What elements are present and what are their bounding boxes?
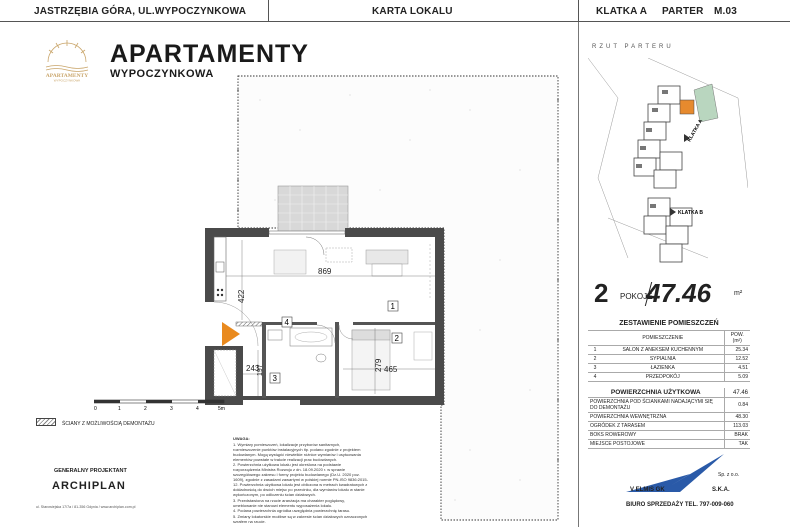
header-divider	[578, 0, 579, 22]
scale-bar	[94, 398, 234, 412]
dim-279: 279	[374, 358, 383, 372]
rooms-table	[588, 330, 750, 382]
notes-title: UWAGA:	[233, 436, 250, 441]
designer-label: GENERALNY PROJEKTANT	[54, 468, 127, 474]
header-location: JASTRZĘBIA GÓRA, UL.WYPOCZYNKOWA	[34, 6, 247, 17]
legend-hatch-swatch	[36, 418, 56, 426]
svg-text:2: 2	[144, 406, 147, 412]
svg-text:5m: 5m	[218, 406, 225, 412]
table-header-cell: POW. (m²)	[724, 331, 750, 346]
terrace	[278, 186, 348, 232]
sales-office-phone: BIURO SPRZEDAŻY TEL. 797-009-060	[626, 502, 734, 508]
rooms-count: 2	[594, 278, 609, 308]
table-row	[588, 388, 750, 398]
note-item: 4. Podana powierzchnia ogródka uwzględnia powierzchnię tarasu.	[233, 508, 351, 513]
demountable-wall	[236, 322, 262, 326]
washbasin	[268, 330, 282, 340]
sofa	[366, 250, 408, 264]
room-1-tag: 1	[390, 302, 395, 311]
logo-text-2: WYPOCZYNKOWA	[53, 78, 81, 82]
logo-text-1: APARTAMENTY	[45, 73, 89, 79]
investor-ska: S.K.A.	[712, 487, 730, 493]
site-plan-title: RZUT PARTERU	[592, 44, 674, 50]
site-plan	[588, 58, 748, 268]
usable-area-table	[588, 388, 750, 449]
investor-name: V ELMIS GK	[630, 487, 665, 493]
header-card-title: KARTA LOKALU	[372, 6, 453, 17]
brand-subtitle: WYPOCZYNKOWA	[110, 68, 214, 80]
table-row: POWIERZCHNIA WEWNĘTRZNA 48.30	[590, 414, 748, 420]
notes-block	[233, 436, 368, 524]
site-label-b: KLATKA B	[678, 210, 703, 216]
dim-869: 869	[318, 267, 332, 276]
svg-text:1: 1	[118, 406, 121, 412]
table-row: MIEJSCE POSTOJOWE TAK	[590, 441, 748, 447]
table-row: 4 PRZEDPOKÓJ 5.09	[588, 373, 750, 382]
designer-address: ul. Starowiejska 17/7a / 81-356 Gdynia / www.archiplan.com.pl	[36, 505, 136, 509]
investor-sp: Sp. z o.o.	[718, 472, 740, 478]
table-header-cell	[588, 331, 602, 346]
note-item: 3. Przedstawiona na rzucie aranżacja ma charakter poglądowy, umeblowanie nie stanowi elementu wyposażenia lokalu.	[233, 497, 345, 508]
svg-text:4: 4	[196, 406, 199, 412]
site-unit-highlight	[680, 100, 694, 114]
table-header-row	[588, 331, 750, 346]
table-row: OGRÓDEK Z TARASEM 113.03	[590, 423, 748, 429]
table-row: BOKS ROWEROWY BRAK	[590, 432, 748, 438]
designer-logo: ARCHIPLAN	[52, 480, 126, 492]
note-item: 2. Powierzchnia użytkowa lokalu jest określona na podstawie rozporządzenia Ministra Rozwoju z dn. 18.09.2020 r. w sprawie szczegółowego zakresu i formy projektu budowlanego (Dz.U. 2020 poz. 1609), zgodnie z zasadami zawartymi w polskiej normie PN-ISO 9836:2015-12. Powierzchnia użytkowa lokalu jest obliczona w metrach kwadratowych z dokładnością do dwóch miejsc po przecinku, dla wymiarów lokalu w stanie wykończonym, po odliczeniu ścian działowych.	[233, 462, 368, 497]
dim-197: 197	[257, 364, 264, 376]
room-2-tag: 2	[394, 334, 399, 343]
svg-text:3: 3	[170, 406, 173, 412]
room-3-tag: 3	[272, 374, 277, 383]
table-row: 1 SALON Z ANEKSEM KUCHENNYM 25.34	[588, 346, 750, 355]
area-value: 47.46	[646, 278, 712, 308]
usable-area-total: 47.46	[724, 388, 750, 398]
table-header-cell: POMIESZCZENIE	[602, 331, 724, 346]
bathtub	[290, 328, 332, 346]
note-item: 5. Zmiany lokatorskie możliwe są w zakresie ścian działowych oznaczonych szrafem na rzucie.	[233, 513, 368, 524]
usable-area-title: POWIERZCHNIA UŻYTKOWA	[588, 388, 724, 398]
dim-422: 422	[237, 289, 246, 303]
panel-divider	[578, 22, 579, 527]
site-label-a: KLATKA A	[686, 118, 705, 143]
header-floor: PARTER	[662, 6, 704, 17]
header-stair: KLATKA A	[596, 6, 648, 17]
dining-table	[274, 250, 306, 274]
rooms-word: POKOJE	[620, 292, 653, 301]
wc	[316, 354, 326, 362]
room-4-tag: 4	[284, 318, 289, 327]
table-row: POWIERZCHNIA POD ŚCIANKAMI NADAJĄCYMI SIĘ DO DEMONTAŻU 0.84	[590, 399, 748, 411]
brand-title: APARTAMENTY	[110, 40, 309, 68]
legend-text: ŚCIANY Z MOŻLIWOŚCIĄ DEMONTAŻU	[62, 421, 155, 427]
svg-text:0: 0	[94, 406, 97, 412]
dim-243: 243	[246, 364, 260, 373]
header-unit: M.03	[714, 6, 738, 17]
area-unit: m²	[734, 290, 743, 297]
note-item: 1. Wymiary pomieszczeń, lokalizacje przyborów sanitarnych, rozmieszczenie punktów instalacyjnych itp. podano zgodnie z projektem budowlanym. Mogą wystąpić niewielkie różnice wymiarów i usytuowania elementów powstałe w trakcie realizacji prac budowlanych.	[233, 441, 361, 462]
site-garden	[694, 84, 718, 122]
rooms-table-title: ZESTAWIENIE POMIESZCZEŃ	[619, 320, 719, 327]
dim-465: 465	[384, 365, 398, 374]
table-row: 2 SYPIALNIA 12.52	[588, 355, 750, 364]
table-row: 3 ŁAZIENKA 4.51	[588, 364, 750, 373]
